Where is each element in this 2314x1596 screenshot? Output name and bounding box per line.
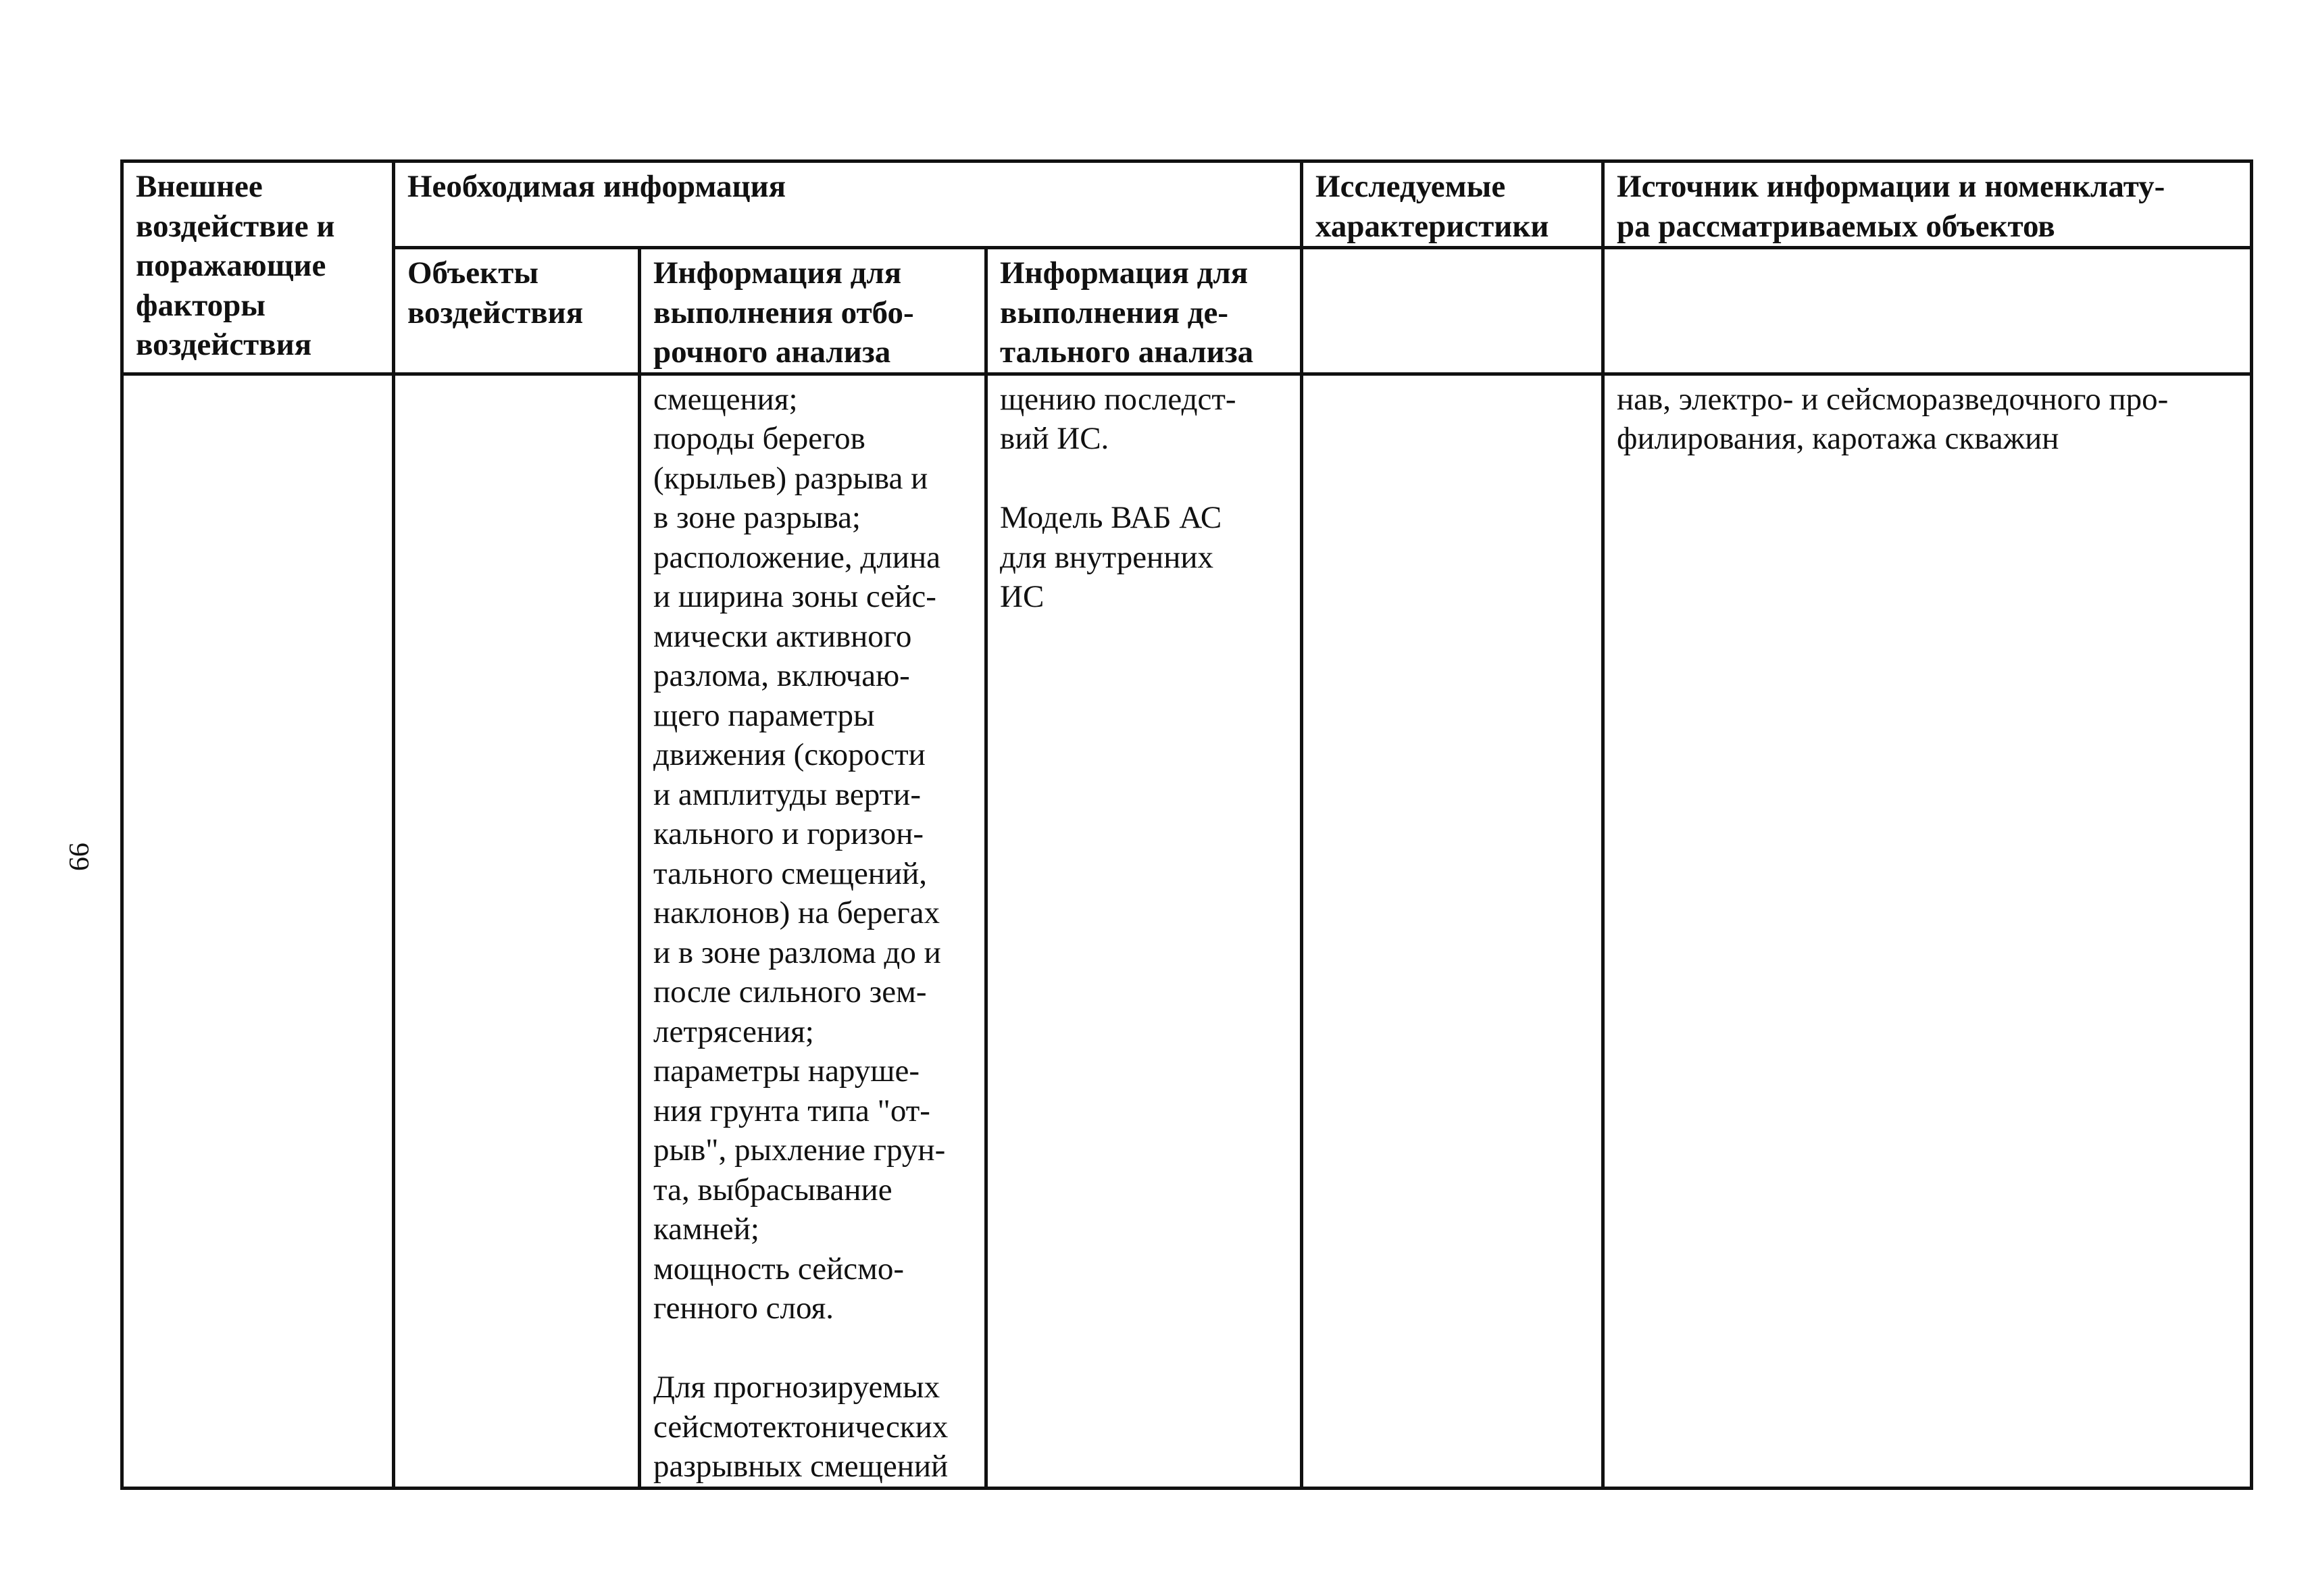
header-studied-characteristics-text: Исследуемые характеристики bbox=[1315, 169, 1549, 244]
cell-studied-characteristics bbox=[1302, 374, 1603, 1488]
header-source-info-empty bbox=[1603, 248, 2252, 374]
header-screening-info bbox=[640, 248, 986, 374]
requirements-table bbox=[120, 159, 2253, 1490]
header-source-info bbox=[1603, 161, 2252, 248]
header-external-impact bbox=[122, 161, 394, 374]
header-external-impact-text: Внешнее воздействие и поражающие факторы воздействия bbox=[136, 169, 335, 362]
header-screening-info-text: Информация для выполнения отбо- рочного анализа bbox=[653, 255, 914, 370]
cell-screening-info bbox=[640, 374, 986, 1488]
header-required-info bbox=[394, 161, 1302, 248]
header-row-bottom bbox=[122, 248, 2252, 374]
header-studied-characteristics-empty bbox=[1302, 248, 1603, 374]
header-detailed-info bbox=[986, 248, 1302, 374]
header-impact-objects-text: Объекты воздействия bbox=[407, 255, 584, 330]
header-row-top bbox=[122, 161, 2252, 248]
cell-source-info-text: нав, электро- и сейсморазведочного про- филирования, каротажа скважин bbox=[1617, 381, 2169, 456]
cell-external-impact bbox=[122, 374, 394, 1488]
header-source-info-text: Источник информации и номенклату- ра рассматриваемых объектов bbox=[1617, 169, 2165, 244]
header-impact-objects bbox=[394, 248, 640, 374]
page-number: 99 bbox=[63, 843, 94, 871]
cell-detailed-info bbox=[986, 374, 1302, 1488]
cell-source-info bbox=[1603, 374, 2252, 1488]
cell-screening-info-text: смещения; породы берегов (крыльев) разрыва и в зоне разрыва; расположение, длина и ширина зоны сейс- мически активного разлома, включаю- щего параметры движения (скорости и амплитуды верти- кального и горизон- тального смещений, наклонов) на берегах и в зоне разлома до и после сильного зем- летрясения; параметры наруше- ния грунта типа "от- рыв", рыхление грун- та, выбрасывание камней; мощность сейсмо- генного слоя. Для прогнозируемых сейсмотектонических разрывных смещений bbox=[653, 381, 949, 1484]
body-row bbox=[122, 374, 2252, 1488]
cell-impact-objects bbox=[394, 374, 640, 1488]
header-detailed-info-text: Информация для выполнения де- тального анализа bbox=[1000, 255, 1254, 370]
cell-detailed-info-text: щению последст- вий ИС. Модель ВАБ АС для внутренних ИС bbox=[1000, 381, 1236, 614]
header-studied-characteristics bbox=[1302, 161, 1603, 248]
header-required-info-text: Необходимая информация bbox=[407, 169, 786, 204]
